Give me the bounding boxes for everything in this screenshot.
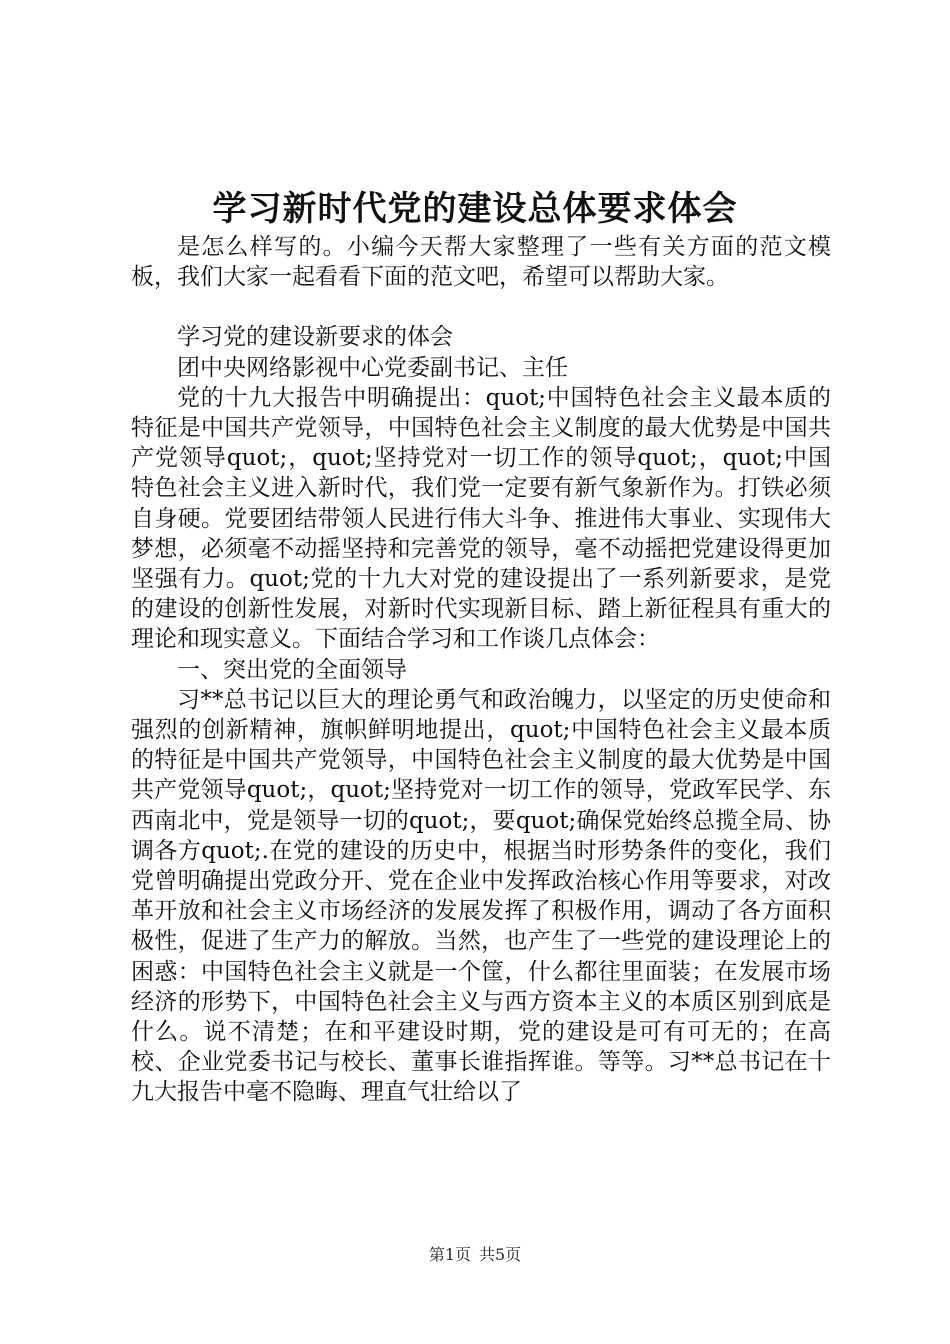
- page-footer: [0, 1244, 950, 1266]
- page-number-current: 第1页: [428, 1245, 471, 1264]
- document-body: [131, 232, 831, 1108]
- subtitle: 学习党的建设新要求的体会: [177, 324, 453, 351]
- body-paragraph-2: 习**总书记以巨大的理论勇气和政治魄力，以坚定的历史使命和强烈的创新精神，旗帜鲜明地提出，quot;中国特色社会主义最本质的特征是中国共产党领导，中国特色社会主义制度的最大优势是中国共产党领导quot;，quot;坚持党对一切工作的领导，党政军民学、东西南北中，党是领导一切的quot;，要quot;确保党始终总揽全局、协调各方quot;.在党的建设的历史中，根据当时形势条件的变化，我们党曾明确提出党政分开、党在企业中发挥政治核心作用等要求，对改革开放和社会主义市场经济的发展发挥了积极作用，调动了各方面积极性，促进了生产力的解放。当然，也产生了一些党的建设理论上的困惑：中国特色社会主义就是一个筐，什么都往里面装；在发展市场经济的形势下，中国特色社会主义与西方资本主义的本质区别到底是什么。说不清楚；在和平建设时期，党的建设是可有可无的；在高校、企业党委书记与校长、董事长谁指挥谁。等等。习**总书记在十九大报告中毫不隐晦、理直气壮给以了: [131, 686, 831, 1106]
- section-heading-1: 一、突出党的全面领导: [177, 656, 407, 683]
- intro-paragraph: 是怎么样写的。小编今天帮大家整理了一些有关方面的范文模板，我们大家一起看看下面的范文吧，希望可以帮助大家。: [131, 234, 831, 291]
- body-paragraph-1: 党的十九大报告中明确提出：quot;中国特色社会主义最本质的特征是中国共产党领导，中国特色社会主义制度的最大优势是中国共产党领导quot;，quot;坚持党对一切工作的领导quot;，quot;中国特色社会主义进入新时代，我们党一定要有新气象新作为。打铁必须自身硬。党要团结带领人民进行伟大斗争、推进伟大事业、实现伟大梦想，必须毫不动摇坚持和完善党的领导，毫不动摇把党建设得更加坚强有力。quot;党的十九大对党的建设提出了一系列新要求，是党的建设的创新性发展，对新时代实现新目标、踏上新征程具有重大的理论和现实意义。下面结合学习和工作谈几点体会：: [131, 384, 831, 653]
- document-title: 学习新时代党的建设总体要求体会: [212, 189, 738, 229]
- author-line: 团中央网络影视中心党委副书记、主任: [177, 354, 568, 381]
- page-number-total: 共5页: [479, 1245, 522, 1264]
